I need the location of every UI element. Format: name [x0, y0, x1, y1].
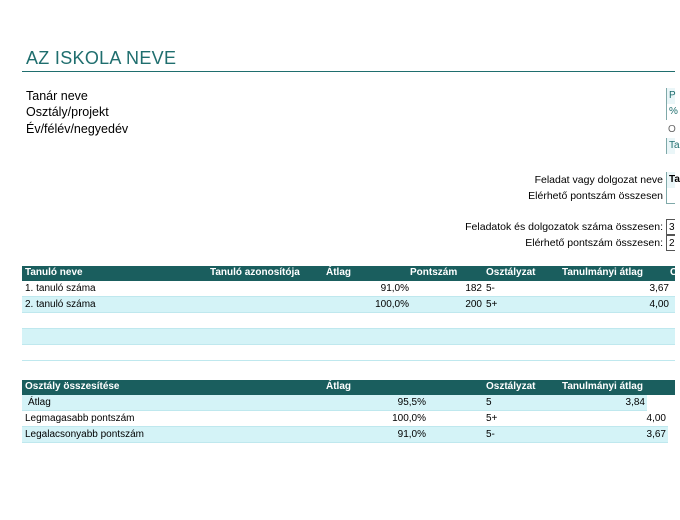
- class-project-label[interactable]: Osztály/projekt: [26, 105, 109, 119]
- student-points-cell[interactable]: 182: [465, 283, 482, 294]
- max-points-label: Elérhető pontszám összesen: [528, 190, 663, 202]
- summary-average-cell[interactable]: 100,0%: [392, 413, 426, 424]
- student-grade-cell[interactable]: 5-: [486, 283, 495, 294]
- assignment-name-label: Feladat vagy dolgozat neve: [534, 174, 663, 186]
- summary-grade-cell[interactable]: 5+: [486, 413, 498, 424]
- summary-grade-cell[interactable]: 5: [486, 397, 492, 408]
- student-name-cell[interactable]: 2. tanuló száma: [25, 299, 96, 310]
- header-gpa[interactable]: Tanulmányi átlag: [562, 267, 643, 278]
- assignment-name-cell[interactable]: Ta: [666, 172, 675, 188]
- table-row-empty[interactable]: [22, 345, 675, 361]
- summary-average-cell[interactable]: 95,5%: [397, 397, 426, 408]
- table-row[interactable]: [22, 427, 668, 443]
- students-table-header: [22, 266, 678, 281]
- header-summary-average[interactable]: Átlag: [326, 381, 351, 392]
- header-grade[interactable]: Osztályzat: [486, 267, 536, 278]
- class-summary-table: [22, 380, 675, 443]
- student-gpa-cell[interactable]: 4,00: [649, 299, 669, 310]
- summary-average-cell[interactable]: 91,0%: [397, 429, 426, 440]
- total-points-label: Elérhető pontszám összesen:: [525, 237, 663, 249]
- table-row[interactable]: [22, 297, 675, 313]
- right-cell-3[interactable]: O: [668, 124, 676, 135]
- summary-grade-cell[interactable]: 5-: [486, 429, 495, 440]
- summary-name-cell[interactable]: Legmagasabb pontszám: [25, 413, 135, 424]
- header-summary-gpa[interactable]: Tanulmányi átlag: [562, 381, 643, 392]
- teacher-name-label[interactable]: Tanár neve: [26, 89, 88, 103]
- header-student-id[interactable]: Tanuló azonosítója: [210, 267, 300, 278]
- right-cell-1[interactable]: P: [666, 88, 675, 104]
- student-average-cell[interactable]: 100,0%: [375, 299, 409, 310]
- total-tasks-label: Feladatok és dolgozatok száma összesen:: [465, 221, 663, 233]
- student-name-cell[interactable]: 1. tanuló száma: [25, 283, 96, 294]
- title-divider: [22, 71, 675, 72]
- right-cell-2[interactable]: %: [666, 104, 675, 120]
- total-tasks-cell[interactable]: 3: [666, 219, 675, 235]
- header-student-name[interactable]: Tanuló neve: [25, 267, 83, 278]
- term-label[interactable]: Év/félév/negyedév: [26, 122, 129, 136]
- students-table: [22, 266, 678, 361]
- student-grade-cell[interactable]: 5+: [486, 299, 498, 310]
- summary-table-header: [22, 380, 675, 395]
- summary-gpa-cell[interactable]: 3,67: [646, 429, 666, 440]
- header-average[interactable]: Átlag: [326, 267, 351, 278]
- student-average-cell[interactable]: 91,0%: [380, 283, 409, 294]
- school-name-title[interactable]: AZ ISKOLA NEVE: [26, 48, 177, 68]
- table-row-empty[interactable]: [22, 313, 675, 329]
- total-points-cell[interactable]: 2: [666, 235, 675, 251]
- summary-name-cell[interactable]: Legalacsonyabb pontszám: [25, 429, 144, 440]
- summary-name-cell[interactable]: Átlag: [28, 397, 51, 408]
- header-points[interactable]: Pontszám: [410, 267, 458, 278]
- student-points-cell[interactable]: 200: [465, 299, 482, 310]
- right-cell-4[interactable]: Ta: [666, 138, 675, 154]
- table-row[interactable]: [22, 281, 675, 297]
- table-row[interactable]: [22, 411, 668, 427]
- summary-gpa-cell[interactable]: 4,00: [646, 413, 666, 424]
- summary-gpa-cell[interactable]: 3,84: [625, 397, 645, 408]
- header-extra[interactable]: C: [670, 267, 678, 278]
- max-points-cell[interactable]: [666, 188, 675, 204]
- table-row-empty[interactable]: [22, 329, 675, 345]
- header-summary-title[interactable]: Osztály összesítése: [25, 381, 120, 392]
- student-gpa-cell[interactable]: 3,67: [649, 283, 669, 294]
- header-summary-grade[interactable]: Osztályzat: [486, 381, 536, 392]
- table-row[interactable]: [22, 395, 647, 411]
